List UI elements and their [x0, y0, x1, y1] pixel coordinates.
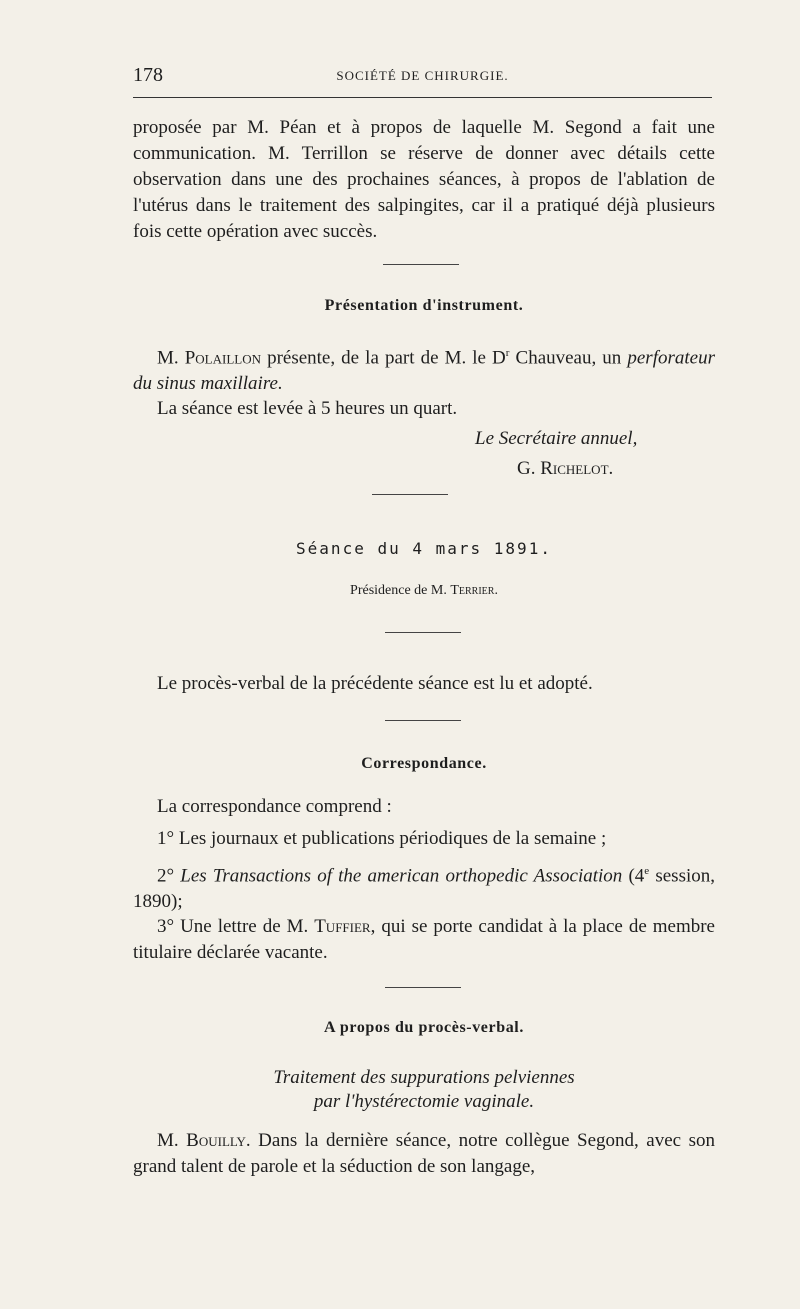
text-run: Présidence de M. — [350, 583, 451, 598]
running-head: SOCIÉTÉ DE CHIRURGIE. — [336, 68, 509, 83]
correspondance-intro: La correspondance comprend : — [157, 796, 392, 817]
text-run: session, 1890); — [133, 865, 715, 913]
text-run: Chauveau, un — [509, 347, 628, 369]
text-run: , qui se porte candidat à la place de membre titulaire déclarée vacante. — [133, 916, 715, 963]
presidence-line — [133, 583, 715, 599]
text-run: . Dans la dernière séance, notre collègue Segond, avec son grand talent de parole et la séduction de son langage, — [133, 1130, 715, 1177]
secretary-name: Richelot. — [540, 458, 614, 479]
section-divider — [385, 987, 461, 988]
signature-title: Le Secrétaire annuel, — [475, 428, 638, 449]
superscript: r — [505, 347, 510, 359]
section-divider — [383, 264, 459, 265]
superscript: e — [644, 865, 650, 877]
bouilly-paragraph — [133, 1128, 715, 1180]
author-name: Polaillon — [184, 347, 261, 369]
speaker-name: Bouilly — [186, 1130, 246, 1151]
text-run: M. — [157, 347, 185, 369]
instrument-name: perforateur du sinus maxillaire. — [133, 347, 715, 395]
seance-heading: Séance du 4 mars 1891. — [296, 539, 552, 558]
publication-title: Les Transactions of the american orthopedic Association — [180, 865, 623, 887]
page-header — [133, 64, 712, 94]
apropos-heading: A propos du procès-verbal. — [324, 1019, 524, 1036]
presentation-heading: Présentation d'instrument. — [324, 297, 524, 314]
correspondance-item-3 — [133, 914, 715, 966]
text-run: M. — [157, 1130, 187, 1151]
section-divider — [385, 632, 461, 633]
section-divider — [372, 494, 448, 495]
proces-verbal-paragraph: Le procès-verbal de la précédente séance est lu et adopté. — [157, 673, 593, 694]
page-number: 178 — [133, 64, 163, 86]
intro-paragraph: proposée par M. Péan et à propos de laquelle M. Segond a fait une communication. M. Terrillon se réserve de donner avec détails cette observation dans une des prochaines séances, à propos de l'ablation de l'utérus dans le traitement des salpingites, car il a pratiqué déjà plusieurs fois cette opération avec succès. — [133, 117, 715, 242]
section-divider — [385, 720, 461, 721]
candidate-name: Tuffier — [314, 916, 371, 937]
text-run: 3° Une lettre de M. — [157, 916, 315, 937]
subtitle-line-1: Traitement des suppurations pelviennes — [273, 1067, 575, 1088]
president-name: Terrier. — [450, 583, 498, 598]
header-rule — [133, 97, 712, 98]
signature-name — [517, 458, 613, 480]
closing-sentence: La séance est levée à 5 heures un quart. — [157, 398, 458, 419]
text-run: présente, de la part de M. le D — [261, 347, 506, 369]
presentation-paragraph — [133, 340, 715, 397]
text-run: 2° — [157, 865, 181, 887]
subtitle-line-2: par l'hystérectomie vaginale. — [313, 1091, 535, 1112]
correspondance-item-2 — [133, 858, 715, 915]
correspondance-item-1: 1° Les journaux et publications périodiques de la semaine ; — [157, 828, 607, 849]
text-run: G. — [517, 458, 541, 479]
text-run: (4 — [628, 865, 645, 887]
correspondance-heading: Correspondance. — [361, 755, 487, 772]
